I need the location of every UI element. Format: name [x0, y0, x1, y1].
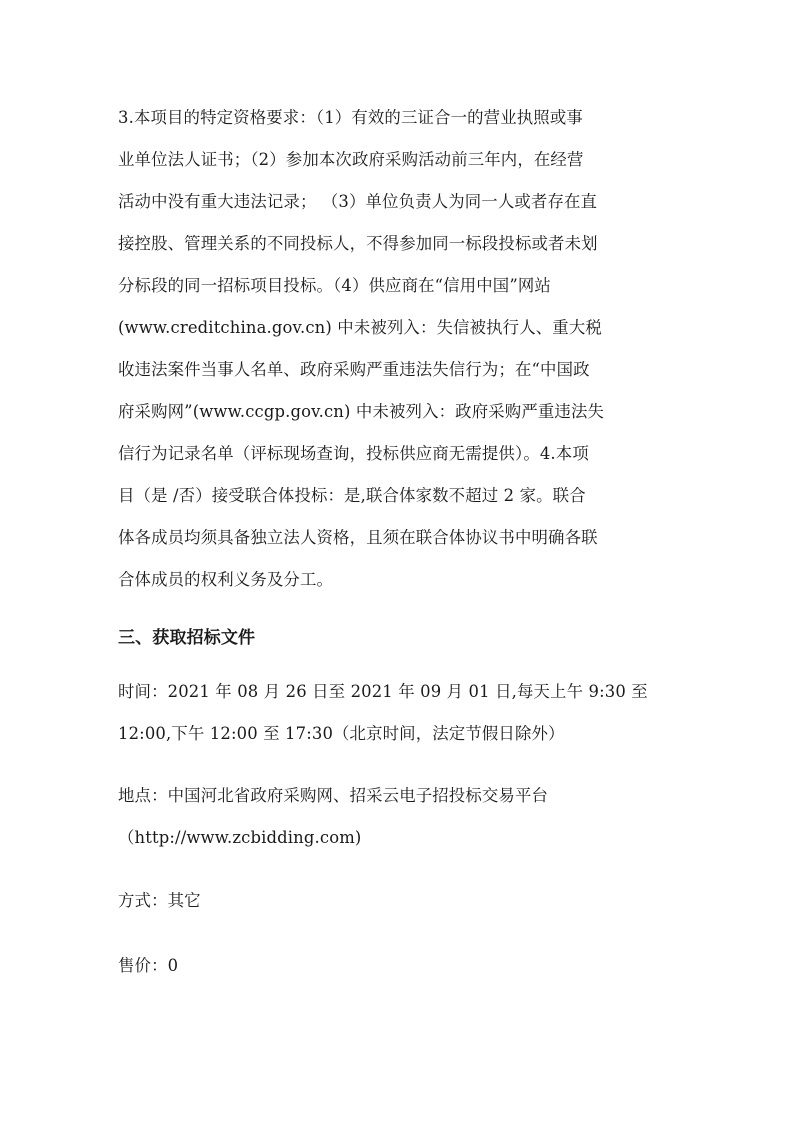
- requirements-line-2: 业单位法人证书；（2）参加本次政府采购活动前三年内，在经营: [118, 150, 584, 169]
- location-line-2: （http://www.zcbidding.com): [118, 828, 362, 847]
- requirements-line-12: 合体成员的权利义务及分工。: [118, 570, 334, 589]
- requirements-line-8: 府采购网”(www.ccgp.gov.cn) 中未被列入：政府采购严重违法失: [118, 402, 605, 421]
- requirements-line-10: 目（是 /否）接受联合体投标：是,联合体家数不超过 2 家。联合: [118, 486, 586, 505]
- method-line: 方式：其它: [118, 891, 201, 910]
- requirements-line-1: 3.本项目的特定资格要求：（1）有效的三证合一的营业执照或事: [118, 108, 583, 127]
- section-heading-get-documents: 三、获取招标文件: [118, 628, 256, 648]
- requirements-line-7: 收违法案件当事人名单、政府采购严重违法失信行为；在“中国政: [118, 360, 590, 379]
- requirements-line-6: (www.creditchina.gov.cn) 中未被列入：失信被执行人、重大税: [118, 318, 602, 337]
- requirements-line-3: 活动中没有重大违法记录； （3）单位负责人为同一人或者存在直: [118, 192, 598, 211]
- time-line-1: 时间：2021 年 08 月 26 日至 2021 年 09 月 01 日,每天上午 9:30 至: [118, 682, 648, 701]
- requirements-line-5: 分标段的同一招标项目投标。（4）供应商在“信用中国”网站: [118, 276, 551, 295]
- requirements-line-4: 接控股、管理关系的不同投标人，不得参加同一标段投标或者未划: [118, 234, 598, 253]
- time-line-2: 12:00,下午 12:00 至 17:30（北京时间，法定节假日除外）: [118, 724, 565, 743]
- requirements-line-9: 信行为记录名单（评标现场查询，投标供应商无需提供）。4.本项: [118, 444, 589, 463]
- price-line: 售价：0: [118, 956, 179, 975]
- location-line-1: 地点：中国河北省政府采购网、招采云电子招投标交易平台: [118, 786, 549, 805]
- requirements-line-11: 体各成员均须具备独立法人资格，且须在联合体协议书中明确各联: [118, 528, 598, 547]
